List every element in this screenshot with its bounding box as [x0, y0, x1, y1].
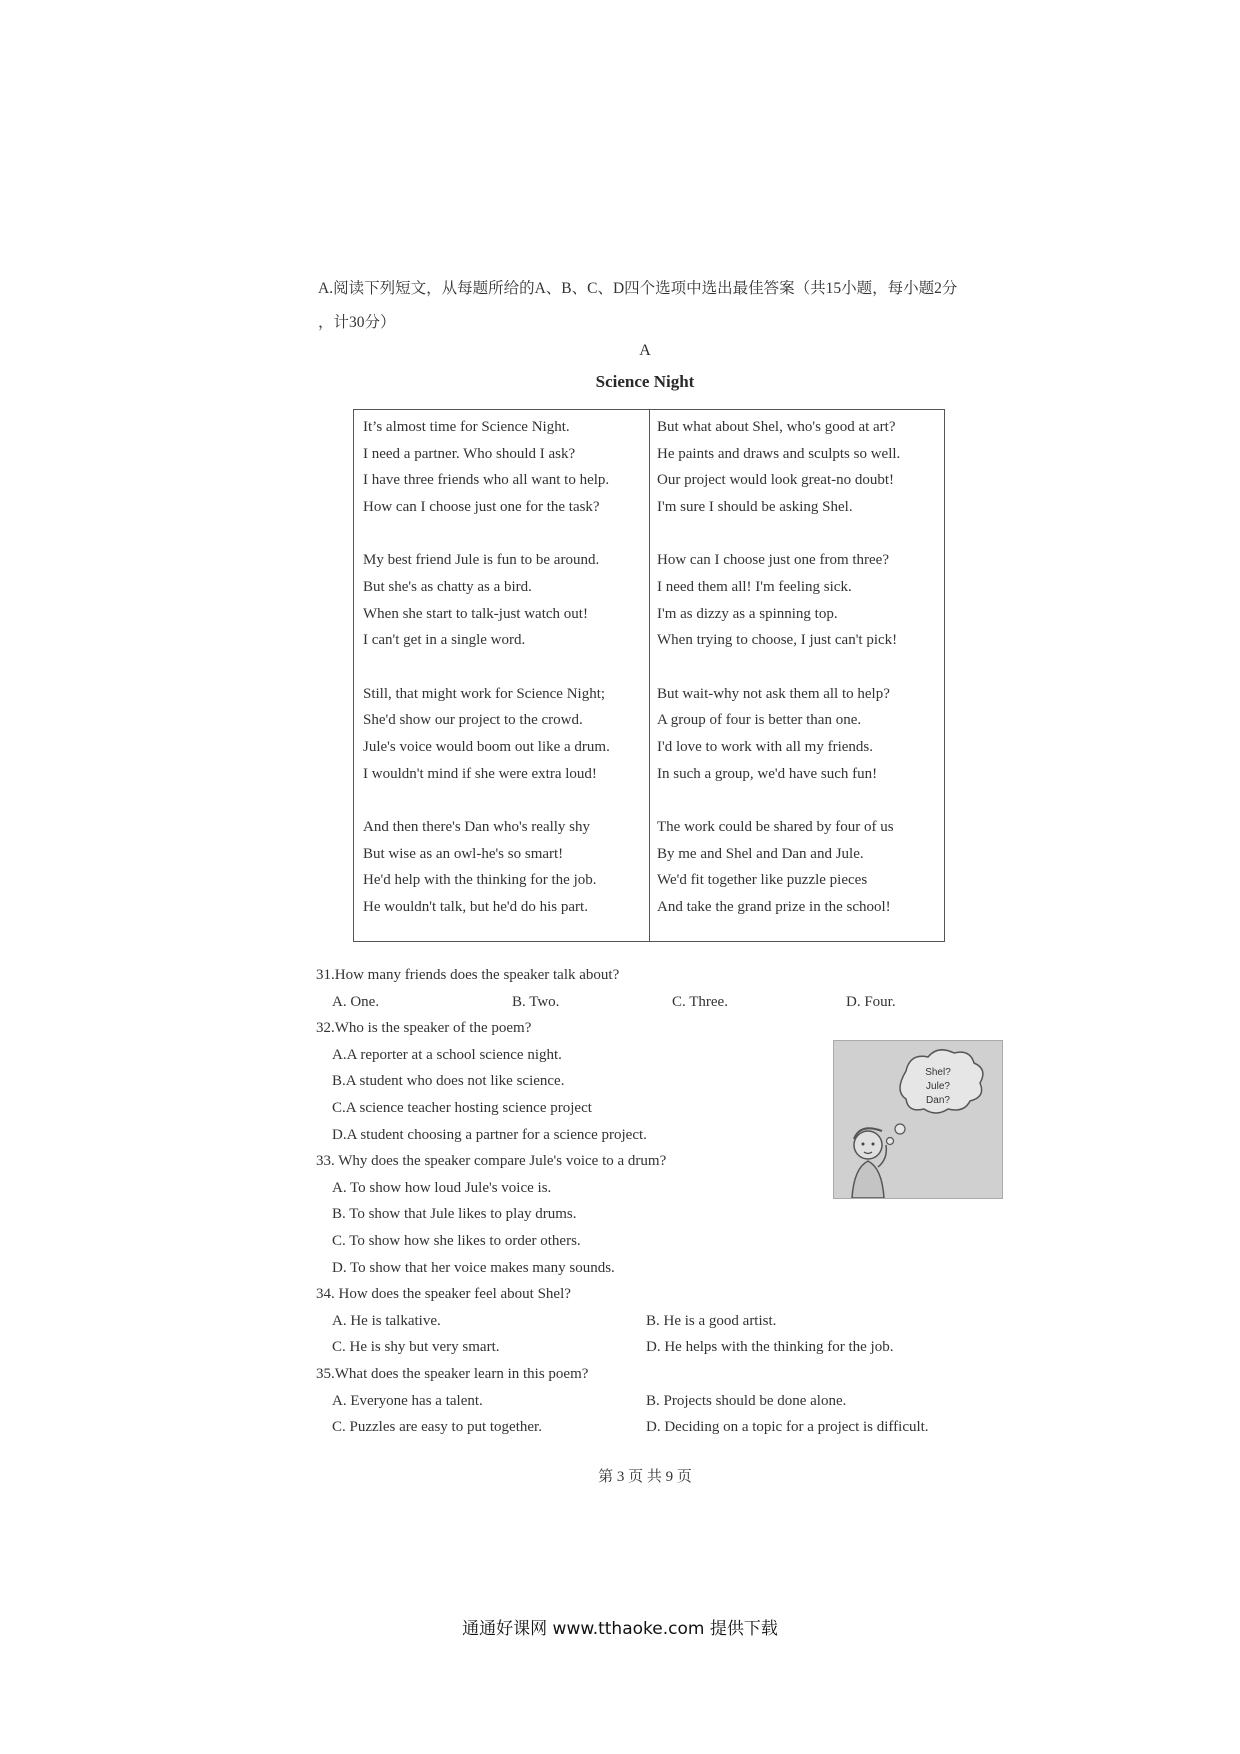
bubble-name-jule: Jule?	[926, 1081, 950, 1092]
question-33-option-a: A. To show how loud Jule's voice is.	[332, 1179, 552, 1196]
poem-line: A group of four is better than one.	[657, 712, 862, 729]
poem-line: I wouldn't mind if she were extra loud!	[363, 765, 597, 782]
question-35-option-b: B. Projects should be done alone.	[646, 1392, 847, 1409]
poem-stanza	[363, 414, 653, 521]
question-31-option-b: B. Two.	[512, 993, 560, 1010]
question-31-option-c: C. Three.	[672, 993, 728, 1010]
instructions-line-2: ，计30分）	[318, 314, 396, 331]
poem-right-column	[657, 414, 947, 947]
poem-line: But she's as chatty as a bird.	[363, 579, 532, 596]
poem-line: Jule's voice would boom out like a drum.	[363, 739, 610, 756]
bubble-name-dan: Dan?	[926, 1095, 950, 1106]
poem-stanza	[657, 547, 947, 654]
question-31-stem: 31.How many friends does the speaker talk about?	[316, 967, 620, 983]
question-33-option-b: B. To show that Jule likes to play drums.	[332, 1206, 577, 1223]
thinking-student-illustration	[833, 1040, 1003, 1199]
poem-left-column	[363, 414, 653, 947]
poem-line: He paints and draws and sculpts so well.	[657, 445, 901, 462]
question-32-stem: 32.Who is the speaker of the poem?	[316, 1020, 532, 1037]
footer-download-note: 通通好课网 www.tthaoke.com 提供下载	[462, 1619, 778, 1639]
poem-line: He wouldn't talk, but he'd do his part.	[363, 899, 588, 916]
question-35-options-row-2	[316, 1414, 1016, 1441]
question-34-option-d: D. He helps with the thinking for the job.	[646, 1339, 894, 1356]
question-35-option-c: C. Puzzles are easy to put together.	[332, 1419, 542, 1436]
poem-line: I'm as dizzy as a spinning top.	[657, 605, 838, 622]
question-34-options-row-2	[316, 1334, 1016, 1361]
section-letter: A	[639, 342, 651, 359]
poem-line: But wise as an owl-he's so smart!	[363, 845, 564, 862]
poem-line: The work could be shared by four of us	[657, 818, 894, 835]
poem-line: My best friend Jule is fun to be around.	[363, 552, 600, 569]
question-31-options	[316, 989, 1016, 1016]
question-33-option-c: C. To show how she likes to order others.	[332, 1232, 581, 1249]
poem-stanza	[363, 547, 653, 654]
question-33-stem: 33. Why does the speaker compare Jule's voice to a drum?	[316, 1153, 667, 1170]
question-32-option-c: C.A science teacher hosting science project	[332, 1099, 592, 1116]
bubble-name-shel: Shel?	[925, 1067, 951, 1078]
poem-line: I'm sure I should be asking Shel.	[657, 499, 853, 516]
poem-line: By me and Shel and Dan and Jule.	[657, 845, 864, 862]
poem-line: He'd help with the thinking for the job.	[363, 872, 597, 889]
poem-stanza	[657, 814, 947, 921]
poem-box	[353, 409, 945, 942]
page-number: 第 3 页 共 9 页	[598, 1469, 692, 1485]
poem-line: And take the grand prize in the school!	[657, 899, 891, 916]
question-35-option-a: A. Everyone has a talent.	[332, 1392, 483, 1409]
poem-title: Science Night	[595, 372, 695, 391]
question-31-option-d: D. Four.	[846, 993, 896, 1010]
poem-line: I need them all! I'm feeling sick.	[657, 579, 852, 596]
question-34-options-row-1	[316, 1308, 1016, 1335]
poem-line: And then there's Dan who's really shy	[363, 818, 591, 835]
poem-line: How can I choose just one for the task?	[363, 499, 600, 516]
reading-instructions	[318, 272, 998, 340]
question-33-option-d: D. To show that her voice makes many sounds.	[332, 1259, 615, 1276]
question-34-option-b: B. He is a good artist.	[646, 1312, 777, 1329]
instructions-line-1: A.阅读下列短文，从每题所给的A、B、C、D四个选项中选出最佳答案（共15小题，每小题2分	[318, 280, 958, 297]
questions-section	[316, 962, 1016, 1441]
poem-line: I need a partner. Who should I ask?	[363, 445, 576, 462]
question-34-option-a: A. He is talkative.	[332, 1312, 441, 1329]
poem-line: Still, that might work for Science Night;	[363, 685, 606, 702]
question-32-option-b: B.A student who does not like science.	[332, 1073, 565, 1090]
poem-line: When she start to talk-just watch out!	[363, 605, 588, 622]
question-35-options-row-1	[316, 1388, 1016, 1415]
question-34-option-c: C. He is shy but very smart.	[332, 1339, 500, 1356]
question-34-stem: 34. How does the speaker feel about Shel?	[316, 1286, 571, 1303]
poem-stanza	[657, 681, 947, 788]
poem-line: When trying to choose, I just can't pick!	[657, 632, 898, 649]
question-35-stem: 35.What does the speaker learn in this poem?	[316, 1365, 589, 1382]
poem-line: I'd love to work with all my friends.	[657, 739, 873, 756]
poem-line: We'd fit together like puzzle pieces	[657, 872, 868, 889]
poem-stanza	[363, 681, 653, 788]
poem-stanza	[363, 814, 653, 921]
poem-line: I can't get in a single word.	[363, 632, 526, 649]
question-32-option-d: D.A student choosing a partner for a science project.	[332, 1126, 647, 1143]
question-35-option-d: D. Deciding on a topic for a project is difficult.	[646, 1419, 929, 1436]
poem-line: I have three friends who all want to help.	[363, 472, 610, 489]
poem-line: Our project would look great-no doubt!	[657, 472, 895, 489]
poem-stanza	[657, 414, 947, 521]
poem-line: It’s almost time for Science Night.	[363, 419, 570, 435]
poem-line: But wait-why not ask them all to help?	[657, 685, 890, 702]
thinking-student-drawing	[834, 1041, 1002, 1198]
poem-line: But what about Shel, who's good at art?	[657, 419, 896, 435]
poem-line: She'd show our project to the crowd.	[363, 712, 583, 729]
poem-line: In such a group, we'd have such fun!	[657, 765, 878, 782]
student-head-icon	[854, 1131, 882, 1159]
question-31-option-a: A. One.	[332, 993, 380, 1010]
poem-line: How can I choose just one from three?	[657, 552, 890, 569]
question-32-option-a: A.A reporter at a school science night.	[332, 1046, 562, 1063]
